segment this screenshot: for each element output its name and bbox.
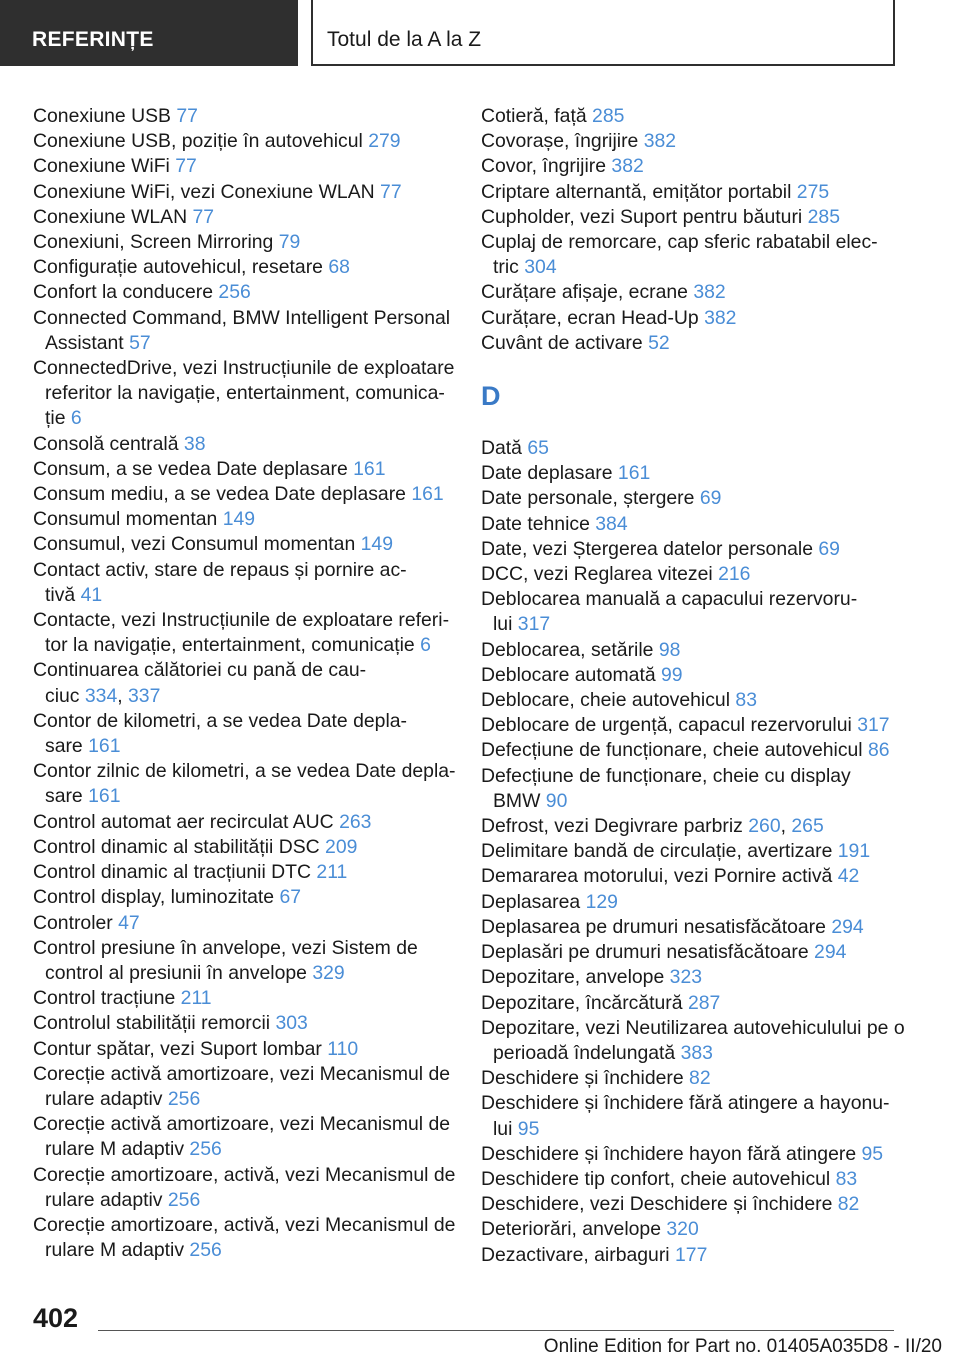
page-reference-link[interactable]: 77 — [175, 155, 197, 178]
index-entry — [33, 432, 453, 457]
index-entry — [33, 205, 453, 230]
page-reference-link[interactable]: 382 — [643, 130, 677, 153]
index-entry-term: Consolă centrală — [33, 432, 179, 455]
index-entry — [481, 562, 901, 587]
index-entry-term: Curățare afișaje, ecrane — [481, 281, 688, 304]
index-entry-term: Control dinamic al tracțiunii DTC — [33, 861, 312, 884]
index-entry-term: Deschidere și închidere hayon fără atingere — [481, 1142, 857, 1165]
index-entry-term: Cupholder, vezi Suport pentru băuturi — [481, 205, 803, 228]
index-entry — [481, 764, 901, 814]
index-entry-term: Conexiune WiFi, vezi Conexiune WLAN — [33, 180, 375, 203]
index-entry — [33, 507, 453, 532]
index-entry: Defrost, vezi Degivrare parbriz 260, 265 — [481, 815, 824, 838]
page-reference-link[interactable]: 256 — [167, 1188, 201, 1211]
index-entry-term: Cuplaj de remorcare, cap sferic rabatabil elec- — [481, 231, 878, 254]
index-entry — [481, 104, 901, 129]
index-entry-term: Depozitare, vezi Neutilizarea autovehiculului pe o — [481, 1016, 905, 1039]
index-entry-term: Depozitare, anvelope — [481, 966, 665, 989]
index-entry-term: ție — [45, 407, 66, 430]
index-entry — [33, 709, 453, 759]
page-reference-link[interactable]: 211 — [180, 987, 212, 1010]
index-entry — [33, 911, 453, 936]
page-reference-link[interactable]: 334 — [84, 684, 118, 707]
index-entry-term: Cotieră, față — [481, 105, 587, 127]
index-entry-term: Conexiune WiFi — [33, 155, 170, 178]
index-group-c — [481, 104, 901, 356]
page-reference-link[interactable]: 149 — [222, 508, 256, 531]
index-entry — [481, 991, 901, 1016]
index-entry-term: Deschidere și închidere fără atingere a hayonu- — [481, 1092, 890, 1115]
page-reference-link[interactable]: 161 — [411, 483, 444, 506]
index-entry-term: tric — [493, 256, 519, 279]
index-entry-term: Defrost, vezi Degivrare parbriz — [481, 815, 743, 838]
index-entry — [481, 129, 901, 154]
index-entry-term: control al presiunii în anvelope — [45, 961, 307, 984]
index-entry — [33, 810, 453, 835]
page-reference-link[interactable]: 304 — [524, 256, 557, 279]
page-reference-link[interactable]: 317 — [857, 714, 890, 737]
chapter-tab — [311, 0, 895, 66]
index-entry-term: Control tracțiune — [33, 987, 176, 1010]
index-entry — [481, 864, 901, 889]
page-reference-link[interactable]: 303 — [275, 1012, 308, 1035]
page-reference-link[interactable]: 41 — [80, 583, 103, 606]
index-entry-term: Controlul stabilității remorcii — [33, 1012, 271, 1035]
chapter-title: Totul de la A la Z — [327, 28, 482, 51]
index-entry-term: Contur spătar, vezi Suport lombar — [33, 1037, 322, 1060]
index-entry-term: tor la navigație, entertainment, comunicație — [45, 634, 415, 657]
index-entry-term: Corecție activă amortizoare, vezi Mecanismul de — [33, 1113, 451, 1136]
index-entry — [33, 986, 453, 1011]
index-entry — [481, 436, 901, 461]
index-entry-term: lui — [493, 1117, 513, 1140]
page-reference-link[interactable]: 191 — [837, 840, 871, 863]
index-entry-term: Deblocarea, setările — [481, 638, 654, 661]
index-entry-term: Deschidere, vezi Deschidere și închidere — [481, 1193, 833, 1216]
index-entry-term: Defecțiune de funcționare, cheie cu display — [481, 764, 851, 787]
index-entry-term: Connected Command, BMW Intelligent Personal — [33, 306, 451, 329]
page-reference-link[interactable]: 285 — [807, 205, 840, 228]
index-entry-term: Corecție activă amortizoare, vezi Mecanismul de — [33, 1062, 451, 1085]
page-reference-link[interactable]: 256 — [167, 1087, 201, 1110]
index-entry — [481, 638, 901, 663]
index-entry — [33, 482, 453, 507]
index-entry-term: Demararea motorului, vezi Pornire activă — [481, 865, 833, 888]
index-entry-term: Cuvânt de activare — [481, 331, 643, 354]
page-reference-link[interactable]: 177 — [675, 1243, 708, 1266]
index-letter-heading: D — [481, 381, 501, 412]
index-entry-term: Curățare, ecran Head-Up — [481, 306, 699, 329]
index-entry — [481, 512, 901, 537]
index-entry-term: Deblocare, cheie autovehicul — [481, 689, 731, 712]
index-entry-term: Controler — [33, 911, 113, 934]
index-entry-term: Contacte, vezi Instrucțiunile de exploatare referi- — [33, 609, 450, 632]
index-entry-term: Deplasări pe drumuri nesatisfăcătoare — [481, 941, 809, 964]
page-reference-link[interactable]: 382 — [704, 306, 737, 329]
page-reference-link[interactable]: 256 — [189, 1239, 222, 1262]
index-entry-term: Contor zilnic de kilometri, a se vedea Date depla- — [33, 760, 456, 783]
page-reference-link[interactable]: 275 — [796, 180, 830, 203]
index-entry — [481, 154, 901, 179]
index-entry — [33, 104, 453, 129]
page-reference-link[interactable]: 99 — [661, 663, 683, 686]
index-entry-term: Delimitare bandă de circulație, avertizare — [481, 840, 833, 863]
index-entry-term: Criptare alternantă, emițător portabil — [481, 180, 792, 203]
page-reference-link[interactable]: 383 — [680, 1041, 713, 1064]
page-reference-link[interactable]: 161 — [88, 735, 121, 758]
index-entry-term: Control automat aer recirculat AUC — [33, 810, 334, 833]
page-reference-link[interactable]: 323 — [669, 966, 703, 989]
index-entry-term: Contact activ, stare de repaus și pornire ac- — [33, 558, 407, 581]
index-entry-term: Assistant — [45, 331, 124, 354]
index-entry-term: Control display, luminozitate — [33, 886, 275, 909]
index-entry — [481, 461, 901, 486]
index-entry — [481, 587, 901, 637]
index-entry — [33, 230, 453, 255]
index-entry-term: Deplasarea pe drumuri nesatisfăcătoare — [481, 915, 826, 938]
index-entry-term: ConnectedDrive, vezi Instrucțiunile de exploatare — [33, 357, 455, 380]
page-reference-link[interactable]: 337 — [128, 684, 161, 707]
index-entry — [481, 940, 901, 965]
index-entry — [33, 457, 453, 482]
index-entry — [33, 1163, 456, 1213]
index-entry-term: Deschidere și închidere — [481, 1067, 684, 1090]
page-reference-link[interactable]: 77 — [176, 105, 198, 127]
page-reference-link[interactable]: 77 — [380, 180, 402, 203]
index-entry — [33, 936, 453, 986]
index-entry-term: Covorașe, îngrijire — [481, 130, 639, 153]
index-entry — [481, 331, 901, 356]
page-reference-link[interactable]: 256 — [218, 281, 251, 304]
index-entry — [481, 180, 901, 205]
index-entry — [481, 230, 901, 280]
page-reference-link[interactable]: 95 — [861, 1142, 884, 1165]
index-entry — [481, 1192, 901, 1217]
page-reference-link[interactable]: 382 — [693, 281, 726, 304]
index-entry — [33, 885, 453, 910]
page-reference-link[interactable]: 83 — [835, 1167, 858, 1190]
index-entry — [481, 1142, 901, 1167]
index-entry — [481, 537, 901, 562]
index-entry-term: Defecțiune de funcționare, cheie autovehicul — [481, 739, 863, 762]
page-reference-link[interactable]: 67 — [279, 886, 302, 909]
index-entry-term: Corecție amortizoare, activă, vezi Mecanismul de — [33, 1163, 456, 1186]
index-entry — [33, 1037, 453, 1062]
index-entry — [481, 1167, 901, 1192]
index-entry — [481, 915, 901, 940]
index-entry-term: Consumul, vezi Consumul momentan — [33, 533, 356, 556]
index-entry — [481, 1217, 901, 1242]
page-reference-link[interactable]: 317 — [517, 613, 551, 636]
footer-divider — [98, 1330, 894, 1331]
index-entry — [481, 1066, 901, 1091]
index-entry-term: rulare adaptiv — [45, 1087, 163, 1110]
index-entry-term: Confort la conducere — [33, 281, 214, 304]
index-entry — [33, 860, 453, 885]
index-entry-term: Conexiune USB — [33, 105, 171, 127]
page-reference-link[interactable]: 68 — [328, 256, 350, 279]
index-entry — [33, 1112, 453, 1162]
index-entry-term: BMW — [493, 789, 541, 812]
index-entry-term: Conexiuni, Screen Mirroring — [33, 231, 274, 254]
index-entry-term: Deblocarea manuală a capacului rezervoru- — [481, 588, 858, 611]
page-number: 402 — [33, 1303, 79, 1333]
index-entry — [481, 486, 901, 511]
page-reference-link[interactable]: 82 — [837, 1193, 860, 1216]
index-entry-term: Conexiune USB, poziție în autovehicul — [33, 130, 363, 153]
page-reference-link[interactable]: 65 — [527, 437, 549, 460]
page-reference-link[interactable]: 265 — [791, 815, 824, 838]
section-title: REFERINȚE — [32, 28, 154, 51]
index-entry-term: Contor de kilometri, a se vedea Date depla- — [33, 709, 408, 732]
index-entry-term: Date, vezi Ștergerea datelor personale — [481, 537, 813, 560]
index-entry — [33, 1011, 453, 1036]
index-entry — [481, 205, 901, 230]
index-entry — [33, 1062, 453, 1112]
page-reference-link[interactable]: 98 — [658, 638, 681, 661]
page-reference-link[interactable]: 149 — [360, 533, 393, 556]
page-reference-link[interactable]: 38 — [183, 432, 206, 455]
index-entry-term: DCC, vezi Reglarea vitezei — [481, 563, 713, 586]
index-entry — [33, 154, 453, 179]
index-entry — [33, 532, 453, 557]
index-entry — [481, 663, 901, 688]
page-reference-link[interactable]: 86 — [868, 739, 890, 762]
page-reference-link[interactable]: 384 — [595, 512, 628, 535]
index-entry — [481, 890, 901, 915]
page-reference-link[interactable]: 285 — [592, 105, 625, 127]
index-entry-term: Dezactivare, airbaguri — [481, 1243, 670, 1266]
index-entry-term: Deblocare de urgență, capacul rezervorului — [481, 714, 852, 737]
index-entry-term: Deteriorări, anvelope — [481, 1218, 661, 1241]
page-reference-link[interactable]: 211 — [316, 861, 348, 884]
index-entry-term: Date personale, ștergere — [481, 487, 695, 510]
index-entry — [33, 608, 453, 658]
page-reference-link[interactable]: 279 — [368, 130, 401, 153]
page-reference-link[interactable]: 6 — [70, 407, 82, 430]
page-reference-link[interactable]: 294 — [814, 941, 847, 964]
page-reference-link[interactable]: 110 — [327, 1037, 359, 1060]
page-reference-link[interactable]: 209 — [325, 835, 358, 858]
index-entry — [481, 1016, 905, 1066]
index-entry-term: Covor, îngrijire — [481, 155, 607, 178]
index-entry-term: sare — [45, 785, 83, 808]
index-entry-term: Consum mediu, a se vedea Date deplasare — [33, 483, 406, 506]
index-entry — [33, 558, 453, 608]
index-entry — [33, 356, 453, 432]
page-reference-link[interactable]: 83 — [735, 689, 757, 712]
page-reference-link[interactable]: 95 — [517, 1117, 540, 1140]
page-reference-link[interactable]: 129 — [585, 890, 618, 913]
index-entry — [481, 1091, 901, 1141]
index-group-d — [481, 436, 905, 1268]
index-entry-term: Conexiune WLAN — [33, 205, 188, 228]
index-entry-term: Date tehnice — [481, 512, 590, 535]
index-entry-term: tivă — [45, 583, 76, 606]
page-reference-link[interactable]: 161 — [617, 462, 651, 485]
page-reference-link[interactable]: 57 — [129, 331, 151, 354]
index-entry-term: Depozitare, încărcătură — [481, 991, 683, 1014]
index-entry-term: perioadă îndelungată — [493, 1041, 676, 1064]
page-reference-link[interactable]: 382 — [611, 155, 644, 178]
index-column-right — [481, 104, 905, 1268]
index-entry-term: Date deplasare — [481, 462, 613, 485]
page-reference-link[interactable]: 260 — [748, 815, 781, 838]
page-reference-link[interactable]: 69 — [699, 487, 722, 510]
index-entry-term: Corecție amortizoare, activă, vezi Mecanismul de — [33, 1213, 456, 1236]
index-entry-term: Control dinamic al stabilității DSC — [33, 835, 320, 858]
page-reference-link[interactable]: 294 — [831, 915, 864, 938]
index-entry — [33, 835, 453, 860]
index-entry-term: Continuarea călătoriei cu pană de cau- — [33, 659, 367, 682]
index-entry-term: Consum, a se vedea Date deplasare — [33, 457, 348, 480]
section-tab — [0, 0, 298, 66]
index-entry-term: Configurație autovehicul, resetare — [33, 256, 323, 279]
page-reference-link[interactable]: 320 — [666, 1218, 699, 1241]
index-entry — [33, 180, 453, 205]
index-entry — [33, 129, 453, 154]
edition-footer: Online Edition for Part no. 01405A035D8 - II/20 — [543, 1336, 942, 1357]
index-entry-term: Deblocare automată — [481, 663, 656, 686]
index-entry — [481, 965, 901, 990]
index-entry: Continuarea călătoriei cu pană de cau- ciuc 334, 337 — [33, 659, 367, 707]
page-reference-link[interactable]: 69 — [818, 537, 840, 560]
page-reference-link[interactable]: 161 — [353, 457, 386, 480]
index-entry — [33, 306, 453, 356]
index-entry — [33, 1213, 456, 1263]
index-entry — [481, 306, 901, 331]
page-reference-link[interactable]: 287 — [687, 991, 721, 1014]
index-entry — [481, 713, 901, 738]
page-reference-link[interactable]: 216 — [718, 563, 751, 586]
index-entry-term: Control presiune în anvelope, vezi Sistem de — [33, 936, 418, 959]
index-entry-term: Deplasarea — [481, 890, 581, 913]
page-reference-link[interactable]: 82 — [689, 1067, 711, 1090]
page-reference-link[interactable]: 47 — [118, 911, 140, 934]
page-reference-link[interactable]: 263 — [339, 810, 372, 833]
page-reference-link[interactable]: 6 — [420, 634, 431, 657]
index-entry — [33, 759, 456, 809]
index-entry-term: lui — [493, 613, 513, 636]
index-entry-term: ciuc — [45, 684, 80, 707]
page-reference-link[interactable]: 161 — [88, 785, 121, 808]
index-entry — [33, 280, 453, 305]
index-entry-term: rulare adaptiv — [45, 1188, 163, 1211]
page-reference-link[interactable]: 90 — [545, 789, 568, 812]
index-column-left — [33, 104, 456, 1263]
index-entry-term: rulare M adaptiv — [45, 1138, 185, 1161]
index-entry-term: sare — [45, 735, 83, 758]
index-entry — [33, 255, 453, 280]
index-entry-term: referitor la navigație, entertainment, comunica- — [45, 382, 445, 405]
page-reference-link[interactable]: 52 — [648, 331, 670, 354]
index-entry-term: Deschidere tip confort, cheie autovehicul — [481, 1167, 831, 1190]
page-reference-link[interactable]: 77 — [192, 205, 215, 228]
index-entry-term: rulare M adaptiv — [45, 1239, 185, 1262]
page-reference-link[interactable]: 329 — [312, 961, 345, 984]
index-entry — [481, 738, 901, 763]
index-entry-term: Dată — [481, 437, 522, 460]
page-reference-link[interactable]: 79 — [278, 231, 301, 254]
index-entry — [481, 280, 901, 305]
index-entry — [481, 688, 901, 713]
page-header — [0, 0, 960, 66]
index-entry — [481, 1243, 901, 1268]
index-entry — [481, 839, 901, 864]
page-reference-link[interactable]: 256 — [189, 1138, 222, 1161]
page-reference-link[interactable]: 42 — [837, 865, 860, 888]
index-entry-term: Consumul momentan — [33, 508, 218, 531]
